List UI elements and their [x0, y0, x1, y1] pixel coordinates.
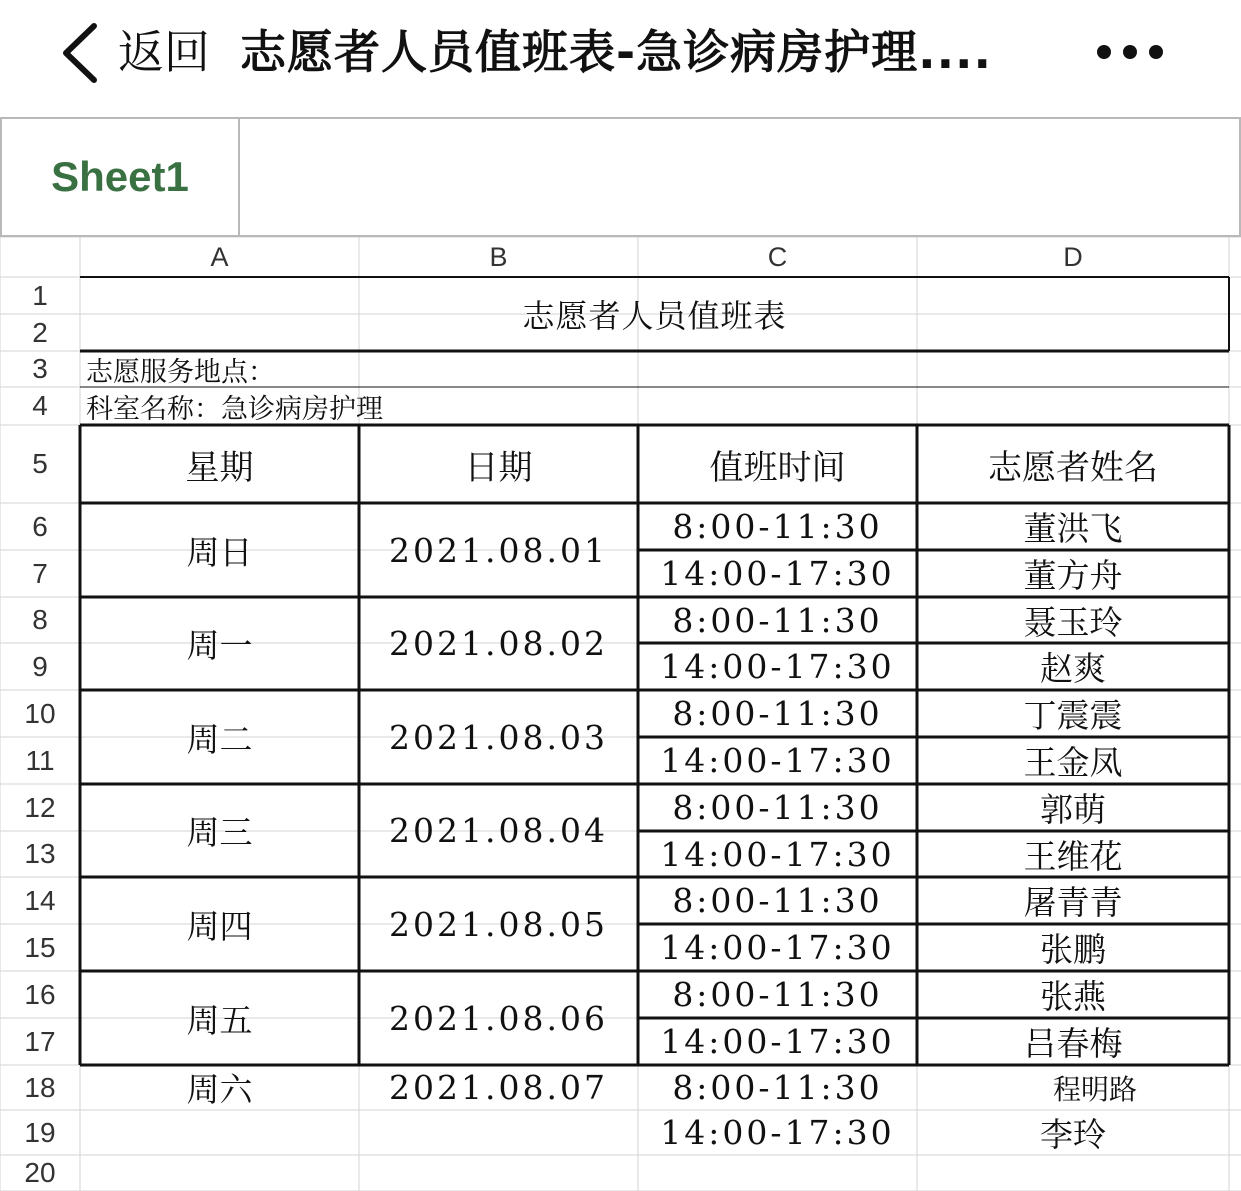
row-header-6[interactable]: 6 — [32, 511, 48, 542]
shift-time-cell[interactable]: 8:00-11:30 — [672, 881, 883, 920]
volunteer-name-cell[interactable]: 郭萌 — [1040, 790, 1106, 829]
top-navigation-bar — [0, 0, 1241, 108]
row-header-14[interactable]: 14 — [24, 885, 56, 916]
date-cell[interactable]: 2021.08.07 — [389, 1068, 608, 1107]
shift-time-cell[interactable]: 14:00-17:30 — [660, 741, 895, 780]
row-header-10[interactable]: 10 — [24, 698, 56, 729]
shift-time-cell[interactable]: 8:00-11:30 — [672, 975, 883, 1014]
weekday-cell[interactable]: 周六 — [186, 1070, 253, 1109]
row-header-3[interactable]: 3 — [32, 353, 48, 384]
volunteer-name-cell[interactable]: 屠青青 — [1023, 883, 1123, 922]
volunteer-name-cell[interactable]: 丁震震 — [1023, 696, 1123, 735]
volunteer-name-cell[interactable]: 吕春梅 — [1023, 1024, 1123, 1063]
date-cell[interactable]: 2021.08.02 — [389, 624, 608, 663]
column-header-b[interactable]: B — [489, 242, 508, 272]
column-header-d[interactable]: D — [1063, 242, 1083, 272]
chevron-left-icon — [58, 22, 104, 84]
shift-time-cell[interactable]: 8:00-11:30 — [672, 600, 883, 640]
shift-time-cell[interactable]: 14:00-17:30 — [660, 928, 895, 967]
tab-label: Sheet1 — [51, 153, 189, 200]
tab-sheet1[interactable] — [2, 119, 240, 235]
row-header-20[interactable]: 20 — [24, 1157, 56, 1188]
volunteer-name-cell[interactable]: 程明路 — [1052, 1072, 1137, 1106]
volunteer-name-cell[interactable]: 聂玉玲 — [1023, 602, 1123, 642]
row-header-8[interactable]: 8 — [32, 604, 48, 635]
shift-time-cell[interactable]: 8:00-11:30 — [672, 694, 883, 733]
volunteer-name-cell[interactable]: 张燕 — [1040, 977, 1106, 1016]
row-header-11[interactable]: 11 — [25, 745, 55, 776]
table-header-cell[interactable]: 日期 — [464, 447, 533, 488]
table-header-cell[interactable]: 值班时间 — [709, 447, 846, 488]
weekday-cell[interactable]: 周五 — [186, 1000, 253, 1040]
date-cell[interactable]: 2021.08.05 — [389, 904, 608, 944]
row-header-9[interactable]: 9 — [32, 651, 48, 682]
more-dots-icon — [1094, 34, 1170, 70]
shift-time-cell[interactable]: 14:00-17:30 — [660, 647, 895, 686]
more-options-button[interactable] — [1094, 34, 1170, 70]
shift-time-cell[interactable]: 14:00-17:30 — [660, 1113, 895, 1152]
shift-time-cell[interactable]: 8:00-11:30 — [672, 788, 883, 827]
row-header-15[interactable]: 15 — [24, 932, 56, 963]
spreadsheet-grid[interactable] — [0, 237, 1241, 1191]
row-header-5[interactable]: 5 — [32, 448, 48, 479]
row-header-16[interactable]: 16 — [24, 979, 56, 1010]
department-cell[interactable]: 科室名称：急诊病房护理 — [86, 393, 383, 425]
sheet-tab-bar — [0, 117, 1241, 237]
shift-time-cell[interactable]: 8:00-11:30 — [672, 1068, 883, 1107]
location-cell[interactable]: 志愿服务地点： — [86, 356, 275, 388]
weekday-cell[interactable]: 周四 — [186, 906, 253, 946]
row-header-2[interactable]: 2 — [32, 317, 48, 348]
shift-time-cell[interactable]: 8:00-11:30 — [672, 507, 883, 546]
weekday-cell[interactable]: 周三 — [186, 813, 253, 852]
document-title: 志愿者人员值班表-急诊病房护理.... — [240, 25, 992, 79]
row-header-7[interactable]: 7 — [32, 558, 48, 589]
row-header-4[interactable]: 4 — [32, 390, 48, 421]
weekday-cell[interactable]: 周二 — [186, 719, 253, 759]
sheet-title-cell[interactable]: 志愿者人员值班表 — [522, 297, 787, 335]
volunteer-name-cell[interactable]: 董方舟 — [1023, 556, 1123, 595]
row-header-17[interactable]: 17 — [24, 1026, 56, 1057]
table-header-cell[interactable]: 星期 — [185, 447, 254, 488]
row-header-19[interactable]: 19 — [24, 1117, 56, 1148]
table-header-cell[interactable]: 志愿者姓名 — [988, 447, 1158, 488]
row-header-18[interactable]: 18 — [24, 1072, 56, 1103]
column-header-c[interactable]: C — [767, 242, 788, 272]
row-header-13[interactable]: 13 — [24, 838, 56, 869]
weekday-cell[interactable]: 周一 — [186, 626, 253, 665]
shift-time-cell[interactable]: 14:00-17:30 — [660, 554, 895, 593]
shift-time-cell[interactable]: 14:00-17:30 — [660, 1022, 895, 1061]
row-header-1[interactable]: 1 — [32, 280, 48, 311]
row-header-12[interactable]: 12 — [24, 792, 56, 823]
column-header-a[interactable]: A — [210, 242, 229, 272]
back-button[interactable] — [52, 18, 232, 88]
date-cell[interactable]: 2021.08.04 — [389, 811, 608, 850]
back-label: 返回 — [118, 25, 210, 79]
weekday-cell[interactable]: 周日 — [186, 532, 253, 572]
date-cell[interactable]: 2021.08.01 — [389, 530, 608, 570]
volunteer-name-cell[interactable]: 王维花 — [1023, 836, 1123, 876]
shift-time-cell[interactable]: 14:00-17:30 — [660, 834, 895, 874]
volunteer-name-cell[interactable]: 张鹏 — [1040, 930, 1106, 969]
date-cell[interactable]: 2021.08.06 — [389, 998, 608, 1038]
volunteer-name-cell[interactable]: 王金凤 — [1023, 743, 1123, 782]
volunteer-name-cell[interactable]: 赵爽 — [1040, 649, 1106, 688]
volunteer-name-cell[interactable]: 董洪飞 — [1023, 509, 1123, 548]
volunteer-name-cell[interactable]: 李玲 — [1040, 1115, 1106, 1154]
date-cell[interactable]: 2021.08.03 — [389, 717, 608, 757]
